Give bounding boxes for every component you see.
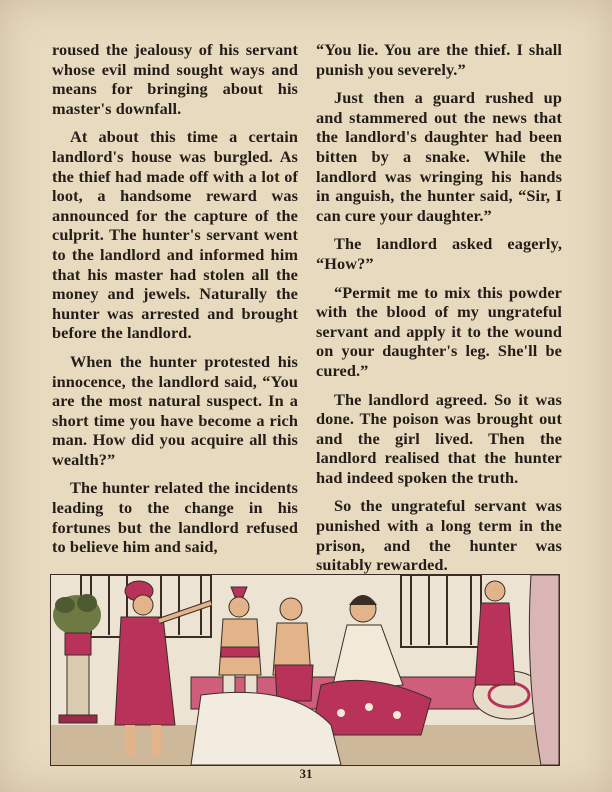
story-illustration: [50, 574, 560, 766]
paragraph: roused the jealousy of his servant whose evil mind sought ways and means for bringing about his master's downfall.: [52, 40, 298, 118]
paragraph: The hunter related the incidents leading to the change in his fortunes but the landlord refused to believe him and said,: [52, 478, 298, 557]
paragraph: “You lie. You are the thief. I shall punish you severely.”: [316, 40, 562, 79]
paragraph: The landlord asked eagerly, “How?”: [316, 234, 562, 273]
paragraph: So the ungrateful servant was punished with a long term in the prison, and the hunter was suitably rewarded.: [316, 496, 562, 575]
paragraph: At about this time a certain landlord's house was burgled. As the thief had made off with a lot of loot, a handsome reward was announced for the capture of the culprit. The hunter's servant went to the landlord and informed him that his master had stolen all the money and jewels. Naturally the hunter was arrested and brought before the landlord.: [52, 127, 298, 343]
right-text-column: [316, 40, 562, 584]
paragraph: “Permit me to mix this powder with the blood of my ungrateful servant and apply it to the wound on your daughter's leg. She'll be cured.”: [316, 282, 562, 380]
left-text-column: [52, 40, 298, 566]
paragraph: The landlord agreed. So it was done. The poison was brought out and the girl lived. Then the landlord realised that the hunter had indeed spoken the truth.: [316, 389, 562, 487]
illustration-artwork: [51, 575, 559, 765]
paragraph: When the hunter protested his innocence, the landlord said, “You are the most natural suspect. In a short time you have become a rich man. How did you acquire all this wealth?”: [52, 351, 298, 469]
page-number: 31: [299, 766, 313, 781]
paragraph: Just then a guard rushed up and stammered out the news that the landlord's daughter had been bitten by a snake. While the landlord was wringing his hands in anguish, the hunter said, “Sir, I can cure your daughter.”: [316, 88, 562, 225]
